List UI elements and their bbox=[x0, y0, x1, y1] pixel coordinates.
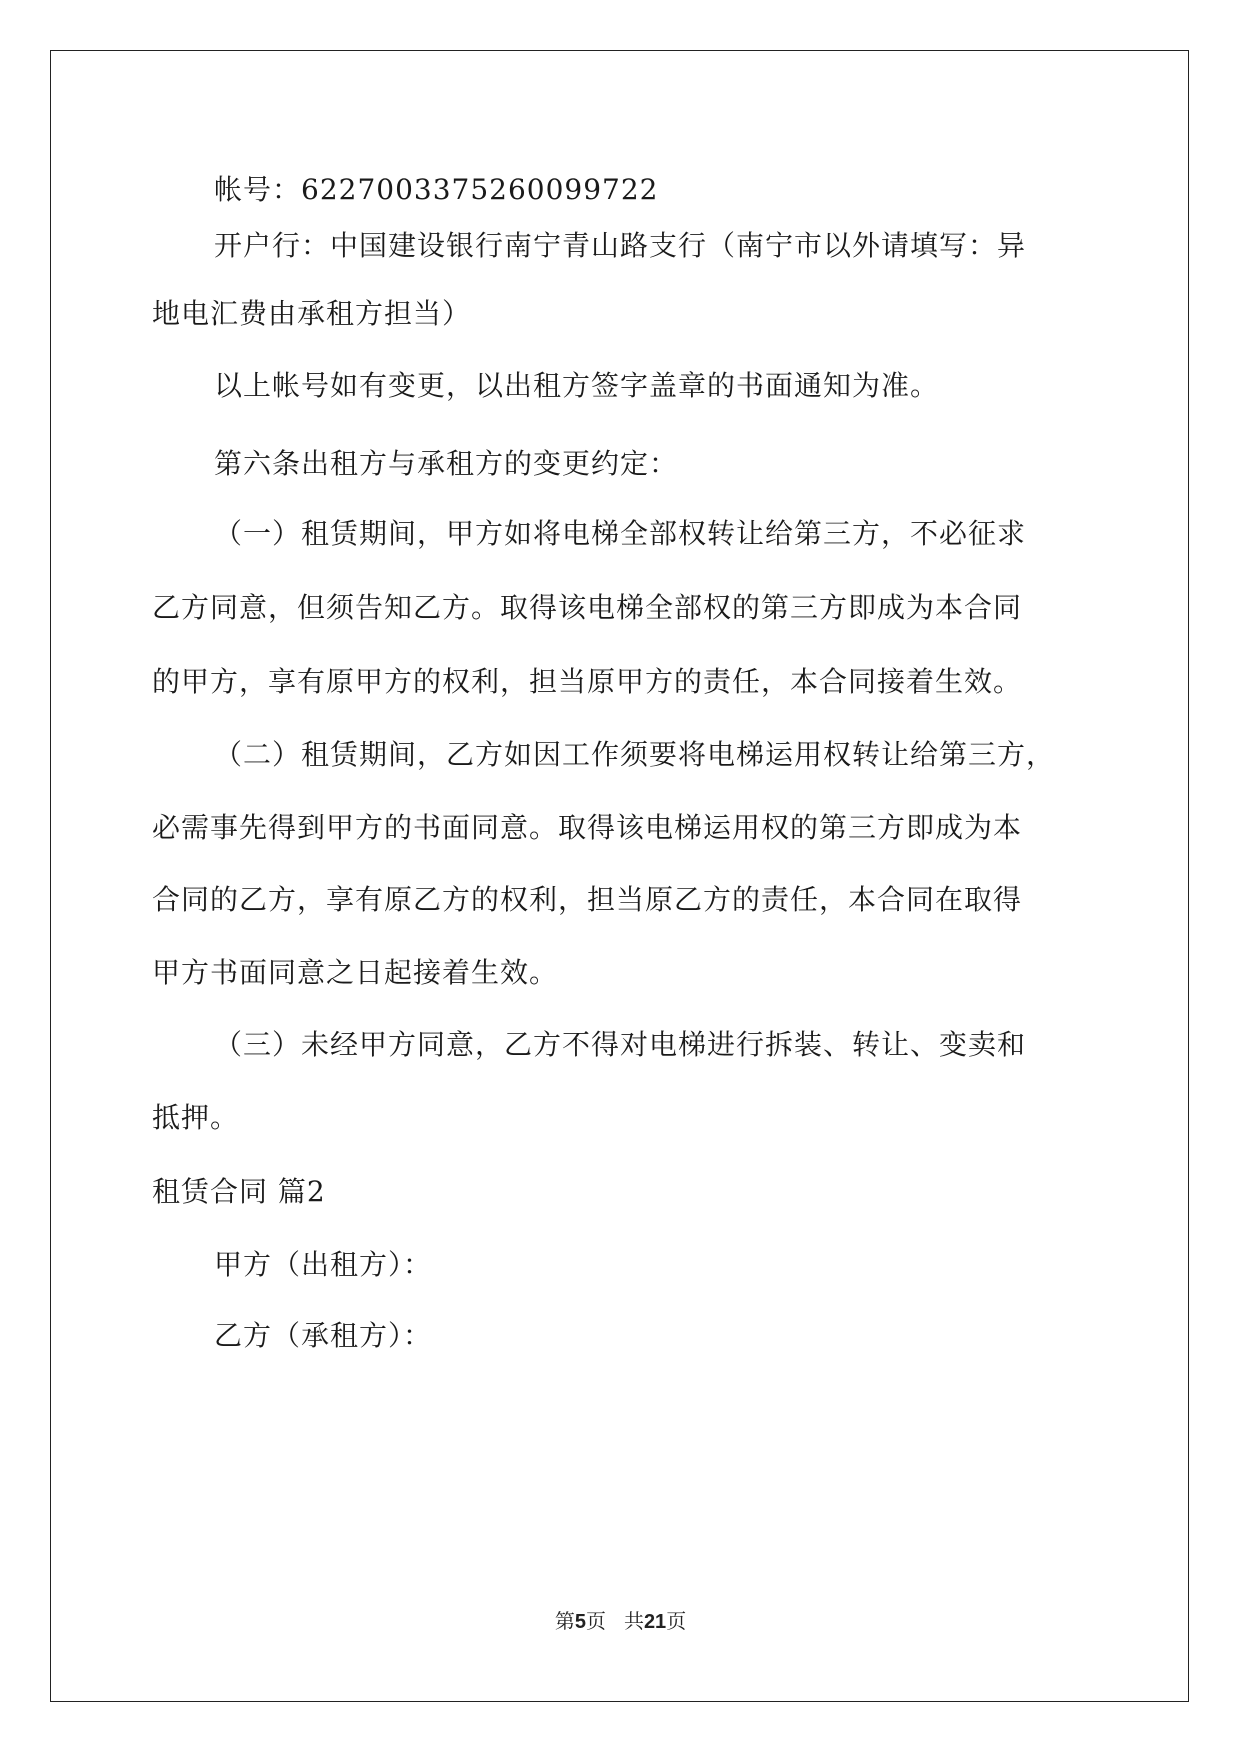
account-change-note: 以上帐号如有变更，以出租方签字盖章的书面通知为准。 bbox=[214, 369, 940, 402]
account-number-line: 帐号：6227003375260099722 bbox=[214, 173, 659, 206]
footer-page-number: 5 bbox=[574, 1611, 586, 1633]
footer-page-prefix: 第 bbox=[554, 1609, 575, 1633]
clause-two-line-4: 甲方书面同意之日起接着生效。 bbox=[152, 956, 559, 989]
bank-line: 开户行：中国建设银行南宁青山路支行（南宁市以外请填写：异 bbox=[214, 229, 1027, 262]
clause-two-line-1: （二）租赁期间，乙方如因工作须要将电梯运用权转让给第三方， bbox=[214, 738, 1056, 771]
clause-one-line-2: 乙方同意，但须告知乙方。取得该电梯全部权的第三方即成为本合同 bbox=[152, 591, 1023, 624]
clause-one-line-3: 的甲方，享有原甲方的权利，担当原甲方的责任，本合同接着生效。 bbox=[152, 665, 1023, 698]
page-footer bbox=[0, 1608, 1241, 1635]
clause-two-line-3: 合同的乙方，享有原乙方的权利，担当原乙方的责任，本合同在取得 bbox=[152, 883, 1023, 916]
party-a-line: 甲方（出租方）： bbox=[214, 1248, 433, 1281]
clause-two-line-2: 必需事先得到甲方的书面同意。取得该电梯运用权的第三方即成为本 bbox=[152, 811, 1023, 844]
article-six-heading: 第六条出租方与承租方的变更约定： bbox=[214, 447, 679, 480]
section-title: 租赁合同 篇2 bbox=[152, 1175, 326, 1208]
party-b-line: 乙方（承租方）： bbox=[214, 1319, 433, 1352]
footer-page-suffix: 页 bbox=[585, 1609, 606, 1633]
clause-three-line-1: （三）未经甲方同意，乙方不得对电梯进行拆装、转让、变卖和 bbox=[214, 1028, 1027, 1061]
clause-three-line-2: 抵押。 bbox=[152, 1101, 240, 1134]
footer-total-prefix: 共 bbox=[623, 1609, 644, 1633]
footer-total-suffix: 页 bbox=[666, 1609, 687, 1633]
bank-line-continued: 地电汇费由承租方担当） bbox=[152, 297, 472, 330]
clause-one-line-1: （一）租赁期间，甲方如将电梯全部权转让给第三方，不必征求 bbox=[214, 517, 1027, 550]
footer-total-pages: 21 bbox=[643, 1611, 667, 1633]
